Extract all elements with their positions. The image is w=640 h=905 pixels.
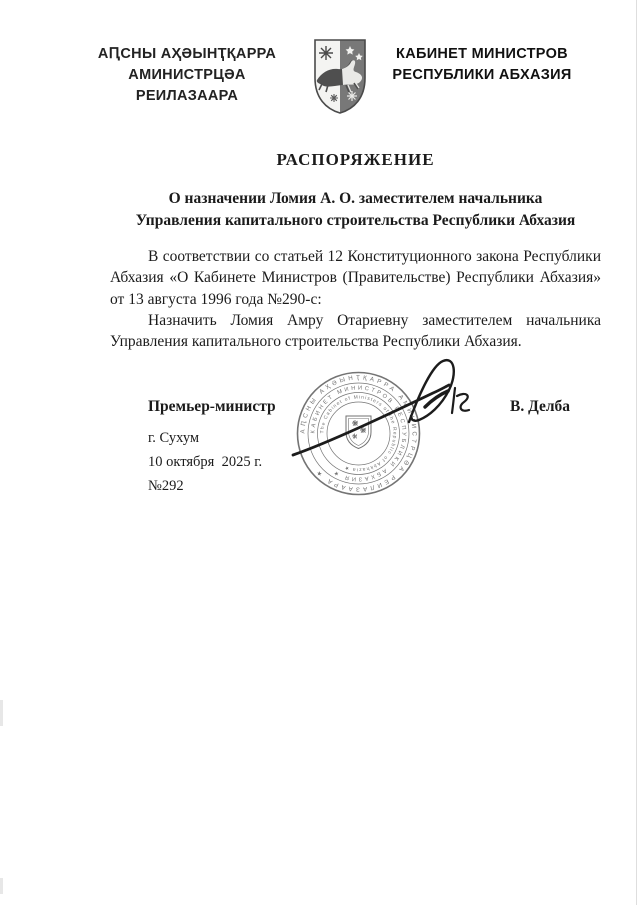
subject-line1: О назначении Ломия А. О. заместителем начальника — [168, 190, 543, 207]
issue-date: 10 октября 2025 г. — [148, 454, 263, 470]
issue-city: г. Сухум — [148, 430, 200, 446]
subject-line2: Управления капитального строительства Республики Абхазия — [135, 211, 576, 229]
header-russian-line1: КАБИНЕТ МИНИСТРОВ — [396, 46, 568, 62]
seal-ring-english-text: The Cabinet of Ministers of the Republic of Abkhazia ★ — [320, 395, 397, 472]
abkhazia-coat-of-arms-icon — [312, 38, 368, 116]
seal-ring-russian-text: КАБИНЕТ МИНИСТРОВ РЕСПУБЛИКИ АБХАЗИЯ ★ — [310, 385, 407, 482]
document-number: №292 — [148, 478, 184, 494]
signer-name: В. Делба — [510, 398, 571, 415]
scan-smudge — [0, 700, 3, 726]
body-paragraph-legal-basis: В соответствии со статьей 12 Конституционного закона Республики Абхазия «О Кабинете Министров (Правительстве) Республики Абхазия» от 13 августа 1996 года №290-с: — [110, 248, 601, 308]
handwritten-signature — [285, 350, 485, 470]
header-russian-name — [390, 44, 574, 86]
signer-post-label: Премьер-министр — [148, 398, 276, 415]
scan-smudge — [0, 878, 3, 894]
document-subject — [110, 188, 601, 231]
scan-edge-line — [636, 0, 637, 905]
body-paragraph-appointment: Назначить Ломия Амру Отариевну заместителем начальника Управления капитального строительства Республики Абхазия. — [110, 312, 601, 351]
header-abkhaz-line2: АМИНИСТРЦӘА РЕИЛАЗААРА — [128, 67, 246, 104]
header-abkhaz-line1: АԤСНЫ АҲӘЫНҬҚАРРА — [97, 46, 277, 62]
header-russian-line2: РЕСПУБЛИКИ АБХАЗИЯ — [392, 67, 572, 83]
header-abkhaz-name — [78, 44, 296, 107]
seal-ring-abkhaz-text: АԤСНЫ АҲӘЫНҬҚАРРА АМИНИСТРЦӘА РЕИЛАЗААРА ★ — [299, 374, 418, 493]
document-type-title: РАСПОРЯЖЕНИЕ — [276, 150, 435, 169]
